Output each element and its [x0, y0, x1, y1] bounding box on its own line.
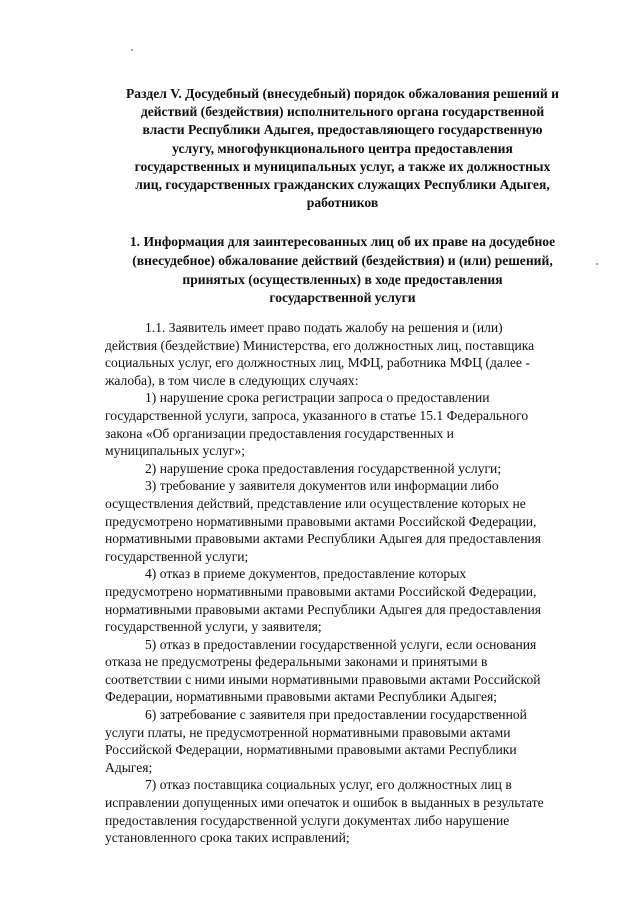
document-body [105, 319, 583, 847]
list-item-5: 5) отказ в предоставлении государственной услуги, если основания отказа не предусмотрены федеральными законами и принятыми в соответствии с ними иными нормативными правовыми актами Российской Федерации, нормативными правовыми актами Республики Адыгея; [105, 636, 541, 705]
section-title: Раздел V. Досудебный (внесудебный) порядок обжалования решений и действий (бездействия) исполнительного органа государственной власти Республики Адыгея, предоставляющего государственную услугу, многофункционального центра предоставления государственных и муниципальных услуг, а также их должностных лиц, государственных гражданских служащих Республики Адыгея, работников [126, 86, 559, 211]
list-item-1: 1) нарушение срока регистрации запроса о предоставлении государственной услуги, запроса, указанного в статье 15.1 Федерального закона «Об организации предоставления государственных и муниципальных услуг»; [105, 390, 529, 459]
scan-speck [596, 263, 598, 265]
list-item-4: 4) отказ в приеме документов, предоставление которых предусмотрено нормативными правовыми актами Российской Федерации, нормативными правовыми актами Республики Адыгея для предоставления государственной услуги, у заявителя; [105, 566, 542, 635]
list-item-6: 6) затребование с заявителя при предоставлении государственной услуги платы, не предусмотренной нормативными правовыми актами Российской Федерации, нормативными правовыми актами Республики Адыгея; [105, 707, 527, 775]
list-item-2: 2) нарушение срока предоставления государственной услуги; [145, 460, 502, 476]
subsection-title: 1. Информация для заинтересованных лиц об их праве на досудебное (внесудебное) обжалование действий (бездействия) и (или) решений, принятых (осуществленных) в ходе предоставления государственной услуги [129, 234, 556, 306]
scan-speck [131, 49, 133, 51]
list-item-3: 3) требование у заявителя документов или информации либо осуществления действий, представление или осуществление которых не предусмотрено нормативными правовыми актами Российской Федерации, нормативными правовыми актами Республики Адыгея для предоставления государственной услуги; [105, 478, 542, 564]
list-item-7: 7) отказ поставщика социальных услуг, его должностных лиц в исправлении допущенных ими опечаток и ошибок в выданных в результате предоставления государственной услуги документах либо нарушение установленного срока таких исправлений; [105, 777, 544, 846]
paragraph-1-1: 1.1. Заявитель имеет право подать жалобу на решения и (или) действия (бездействие) Министерства, его должностных лиц, поставщика социальных услуг, его должностных лиц, МФЦ, работника МФЦ (далее - жалоба), в том числе в следующих случаях: [105, 320, 535, 388]
